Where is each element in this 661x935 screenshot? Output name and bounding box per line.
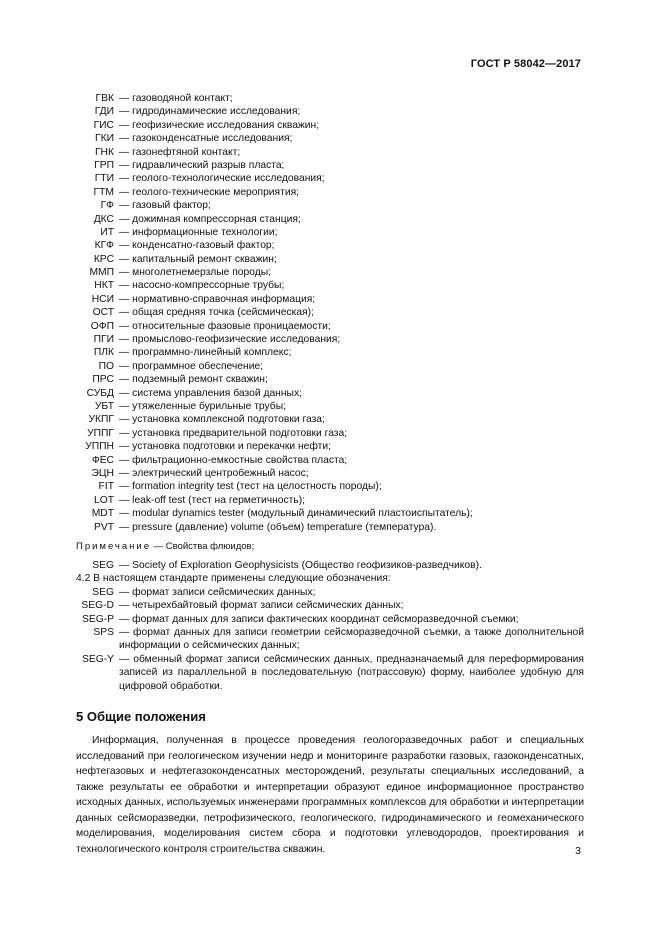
abbreviation-definition: — газоводяной контакт;: [119, 92, 233, 105]
designation-list: [0, 586, 661, 693]
abbreviation-term: ПО: [98, 360, 114, 372]
designation-term: SEG-P: [81, 613, 114, 625]
abbreviation-row: [0, 494, 661, 507]
abbreviation-definition: — конденсатно-газовый фактор;: [119, 239, 275, 252]
abbreviation-definition: — насосно-компрессорные трубы;: [119, 279, 284, 292]
abbreviation-definition: — многолетнемерзлые породы;: [119, 266, 271, 279]
designation-term: SEG-Y: [81, 653, 114, 665]
abbreviation-row: [0, 92, 661, 105]
abbreviation-term: КРС: [93, 253, 114, 265]
abbreviation-definition: — геофизические исследования скважин;: [119, 119, 319, 132]
abbreviation-row: [0, 119, 661, 132]
abbreviation-term: ММП: [89, 267, 114, 279]
abbreviation-definition: — подземный ремонт скважин;: [119, 373, 268, 386]
abbreviation-row: [0, 454, 661, 467]
abbreviation-term: PVT: [93, 521, 114, 533]
designation-definition: — формат записи сейсмических данных;: [119, 586, 584, 599]
abbreviation-definition: — относительные фазовые проницаемости;: [119, 320, 331, 333]
designation-row: [0, 599, 661, 612]
section-title: 5 Общие положения: [76, 709, 206, 724]
abbreviation-definition: — pressure (давление) volume (объем) temperature (температура).: [119, 521, 436, 534]
abbreviation-definition: — нормативно-справочная информация;: [119, 293, 315, 306]
abbreviation-term: ОФП: [90, 320, 114, 332]
abbreviation-term: LOT: [93, 494, 114, 506]
abbreviation-row: [0, 413, 661, 426]
abbreviation-row: [0, 199, 661, 212]
abbreviation-term: СУБД: [86, 387, 114, 399]
abbreviation-term: ПГИ: [93, 334, 114, 346]
abbreviation-definition: — промыслово-геофизические исследования;: [119, 333, 340, 346]
designation-term: SEG-D: [81, 600, 114, 612]
abbreviation-term: УБТ: [94, 400, 114, 412]
abbreviation-term: ГКИ: [95, 133, 114, 145]
abbreviation-row: [0, 306, 661, 319]
abbreviation-definition: — утяжеленные бурильные трубы;: [119, 400, 286, 413]
abbreviation-definition: — фильтрационно-емкостные свойства пласта;: [119, 454, 347, 467]
abbreviation-row: [0, 239, 661, 252]
abbreviation-term: ПРС: [92, 374, 114, 386]
abbreviation-definition: — установка предварительной подготовки газа;: [119, 427, 347, 440]
abbreviation-definition: — газоконденсатные исследования;: [119, 132, 292, 145]
abbreviation-row: [0, 213, 661, 226]
abbreviation-definition: — газонефтяной контакт;: [119, 146, 240, 159]
abbreviation-term: ГВК: [95, 93, 114, 104]
abbreviation-term: ОСТ: [92, 307, 114, 319]
note: [76, 541, 254, 552]
abbreviation-term: ГТМ: [93, 186, 114, 198]
abbreviation-row: [0, 507, 661, 520]
abbreviation-term: УКПГ: [88, 414, 114, 426]
abbreviation-row: [0, 132, 661, 145]
abbreviation-term: SEG: [92, 560, 114, 571]
abbreviation-row: [0, 320, 661, 333]
abbreviation-row: [0, 440, 661, 453]
abbreviation-row: [0, 146, 661, 159]
abbreviation-row: [0, 279, 661, 292]
abbreviation-term: ПЛК: [93, 347, 114, 359]
abbreviation-definition: — информационные технологии;: [119, 226, 278, 239]
abbreviation-row: [0, 373, 661, 386]
abbreviation-term: ЭЦН: [91, 467, 114, 479]
abbreviation-definition: — leak-off test (тест на герметичность);: [119, 494, 305, 507]
abbreviation-term: ГФ: [100, 200, 114, 212]
abbreviation-definition: — система управления базой данных;: [119, 387, 302, 400]
abbreviation-row: [0, 467, 661, 480]
abbreviation-definition: — геолого-технические мероприятия;: [119, 186, 299, 199]
abbreviation-definition: — гидродинамические исследования;: [119, 105, 300, 118]
page-number: 3: [575, 845, 581, 857]
abbreviation-row: [0, 360, 661, 373]
abbreviation-term: ГРП: [94, 159, 114, 171]
abbreviation-definition: — общая средняя точка (сейсмическая);: [119, 306, 314, 319]
abbreviation-definition: — дожимная компрессорная станция;: [119, 213, 301, 226]
abbreviation-definition: — электрический центробежный насос;: [119, 467, 309, 480]
abbreviation-term: КГФ: [94, 240, 114, 252]
clause-4-2: 4.2 В настоящем стандарте применены следующие обозначения:: [76, 573, 391, 585]
abbreviation-row: [0, 186, 661, 199]
abbreviation-definition: — установка подготовки и перекачки нефти;: [119, 440, 331, 453]
abbreviation-definition: — Society of Exploration Geophysicists (Общество геофизиков-разведчиков).: [119, 559, 482, 572]
abbreviation-term: УППН: [85, 441, 114, 453]
abbreviation-definition: — formation integrity test (тест на целостность породы);: [119, 480, 382, 493]
abbreviation-row: [0, 346, 661, 359]
abbreviation-row-seg: [0, 559, 661, 572]
designation-row: [0, 626, 661, 653]
abbreviation-definition: — капитальный ремонт скважин;: [119, 253, 277, 266]
designation-row: [0, 613, 661, 626]
abbreviation-row: [0, 400, 661, 413]
abbreviation-row: [0, 387, 661, 400]
designation-term: SEG: [92, 586, 114, 598]
designation-row: [0, 586, 661, 599]
abbreviation-term: FIT: [98, 481, 114, 493]
abbreviation-row: [0, 480, 661, 493]
designation-definition: — формат данных для записи фактических координат сейсморазведочной съемки;: [119, 613, 584, 626]
section-paragraph: Информация, полученная в процессе проведения геологоразведочных работ и специальных исследований при геологическом изучении недр и мониторинге разработки газовых, газоконденсатных, нефтегазовых и нефтегазоконденсатных месторождений, результаты специальных исследований, а также результаты ее обработки и интерпретации образуют единое информационное пространство исходных данных, используемых инженерами программных комплексов для обработки и интерпретации данных сейсморазведки, петрофизического, геологического, гидродинамического и геомеханического моделирования, моделирования систем сбора и подготовки углеводородов, проектирования и технологического контроля строительства скважин.: [76, 735, 584, 855]
abbreviation-definition: — установка комплексной подготовки газа;: [119, 413, 325, 426]
abbreviation-definition: — гидравлический разрыв пласта;: [119, 159, 284, 172]
abbreviation-definition: — программное обеспечение;: [119, 360, 263, 373]
abbreviation-row: [0, 253, 661, 266]
abbreviation-term: ФЕС: [91, 454, 114, 466]
abbreviation-row: [0, 159, 661, 172]
abbreviation-definition: — modular dynamics tester (модульный динамический пластоиспытатель);: [119, 507, 473, 520]
abbreviation-definition: — программно-линейный комплекс;: [119, 346, 291, 359]
note-text: — Свойства флюидов;: [151, 541, 255, 552]
abbreviation-term: ГТИ: [94, 173, 114, 185]
abbreviation-definition: — геолого-технологические исследования;: [119, 172, 325, 185]
abbreviation-term: ИТ: [100, 226, 114, 238]
abbreviation-row: [0, 427, 661, 440]
abbreviation-term: ГДИ: [94, 106, 114, 118]
abbreviation-term: MDT: [91, 508, 114, 520]
abbreviation-term: ГНК: [94, 146, 114, 158]
abbreviation-term: ГИС: [93, 119, 114, 131]
designations-block: [0, 559, 661, 693]
abbreviation-row: [0, 333, 661, 346]
note-label: Примечание: [76, 541, 151, 552]
abbreviation-row: [0, 226, 661, 239]
designation-row: [0, 653, 661, 693]
abbreviation-list: [0, 92, 661, 534]
document-header: ГОСТ Р 58042—2017: [470, 58, 581, 70]
abbreviation-row: [0, 266, 661, 279]
abbreviation-term: НСИ: [91, 293, 114, 305]
abbreviation-row: [0, 293, 661, 306]
designation-definition: — формат данных для записи геометрии сейсморазведочной съемки, а также дополнительной информации о сейсмических данных;: [119, 626, 584, 653]
designation-definition: — четырехбайтовый формат записи сейсмических данных;: [119, 599, 584, 612]
abbreviation-row: [0, 105, 661, 118]
abbreviation-term: НКТ: [94, 280, 114, 292]
designation-definition: — обменный формат записи сейсмических данных, предназначаемый для переформирования записей из параллельной в последовательную (потрассовую) форму, наиболее удобную для цифровой обработки.: [119, 653, 584, 693]
abbreviation-row: [0, 172, 661, 185]
designation-term: SPS: [93, 627, 114, 638]
abbreviation-term: ДКС: [93, 213, 114, 225]
abbreviation-row: [0, 521, 661, 534]
abbreviation-term: УППГ: [87, 427, 114, 439]
abbreviation-definition: — газовый фактор;: [119, 199, 211, 212]
